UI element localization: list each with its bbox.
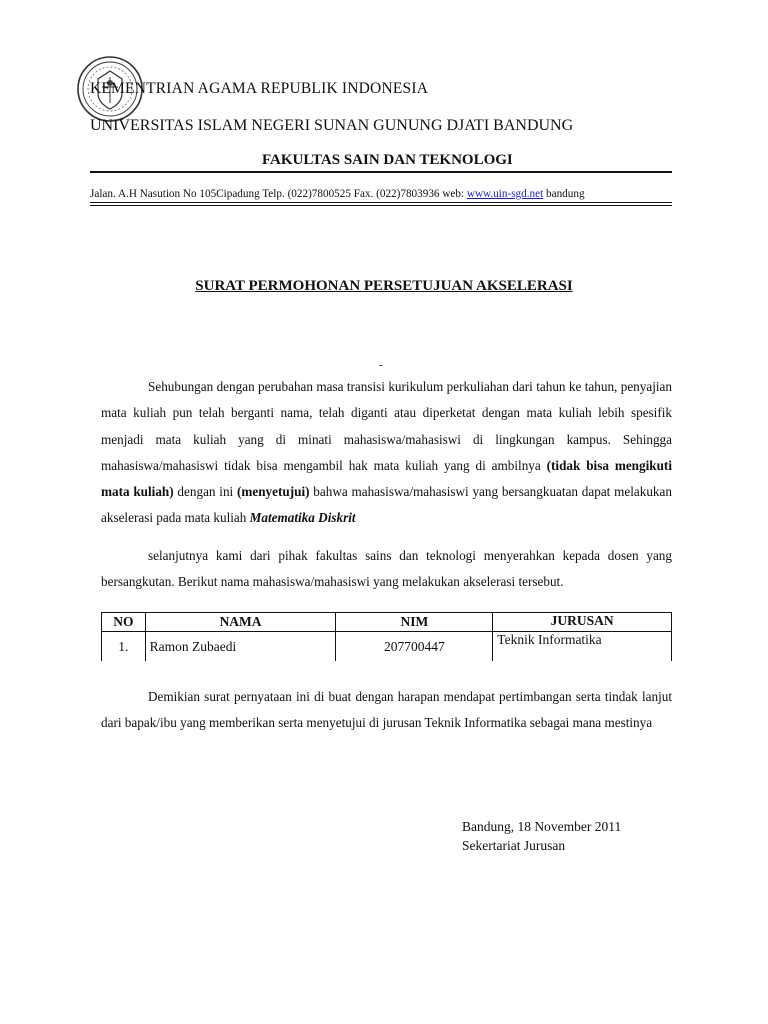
header-nim: NIM <box>336 613 493 632</box>
paragraph-1-text-b: dengan ini <box>173 484 237 500</box>
paragraph-3-text: Demikian surat pernyataan ini di buat dengan harapan mendapat pertimbangan serta tindak lanjut dari bapak/ibu yang memberikan serta menyetujui di jurusan Teknik Informatika sebagai mana mestinya <box>101 689 672 731</box>
cell-nama: Ramon Zubaedi <box>145 632 336 662</box>
header-no: NO <box>102 613 146 632</box>
table-row <box>102 632 672 662</box>
address-text: Jalan. A.H Nasution No 105Cipadung Telp. (022)7800525 Fax. (022)7803936 web: <box>90 188 467 200</box>
cell-no: 1. <box>102 632 146 662</box>
cell-jurusan: Teknik Informatika <box>493 632 672 662</box>
header-nama: NAMA <box>145 613 336 632</box>
address-divider-bottom <box>90 205 672 206</box>
ministry-heading: KEMENTRIAN AGAMA REPUBLIK INDONESIA <box>90 80 429 97</box>
body-paragraph-2 <box>101 543 672 596</box>
cell-nim: 207700447 <box>336 632 493 662</box>
university-heading: UNIVERSITAS ISLAM NEGERI SUNAN GUNUNG DJATI BANDUNG <box>90 117 574 134</box>
paragraph-1-emphasis-a: (tidak bisa mengikuti mata kuliah) <box>101 457 672 500</box>
address-city: bandung <box>543 188 585 200</box>
body-paragraph-3 <box>101 684 672 737</box>
paragraph-1-emphasis-b: (menyetujui) <box>236 484 310 500</box>
letterhead-divider <box>90 171 672 173</box>
table-header-row <box>102 613 672 632</box>
address-line <box>90 188 585 200</box>
paragraph-1-text-c: bahwa mahasiswa/mahasiswi yang bersangkuatan dapat melakukan akselerasi pada mata kuliah <box>101 484 672 526</box>
student-table <box>101 612 672 661</box>
header-jurusan: JURUSAN <box>493 613 672 632</box>
signature-place-date: Bandung, 18 November 2011 <box>462 819 622 834</box>
signature-office: Sekertariat Jurusan <box>462 838 566 853</box>
website-link[interactable]: www.uin-sgd.net <box>466 188 544 200</box>
paragraph-1-text: Sehubungan dengan perubahan masa transisi kurikulum perkuliahan dari tahun ke tahun, penyajian mata kuliah pun telah berganti nama, telah diganti atau diperketat dengan mata kuliah lebih spesifik menjadi mata kuliah yang di minati mahasiswa/mahasiswi di lingkungan kampus. Sehingga mahasiswa/mahasiswi tidak bisa mengambil hak mata kuliah yang di ambilnya <box>101 379 672 473</box>
letter-title: SURAT PERMOHONAN PERSETUJUAN AKSELERASI <box>195 278 573 294</box>
address-divider-top <box>90 202 672 203</box>
faculty-heading: FAKULTAS SAIN DAN TEKNOLOGI <box>262 152 513 168</box>
course-name: Matematika Diskrit <box>249 510 356 526</box>
body-paragraph-1 <box>101 374 672 532</box>
paragraph-2-text: selanjutnya kami dari pihak fakultas sains dan teknologi menyerahkan kepada dosen yang bersangkutan. Berikut nama mahasiswa/mahasiswi yang melakukan akselerasi tersebut. <box>101 548 672 590</box>
dash-mark: - <box>379 359 383 371</box>
